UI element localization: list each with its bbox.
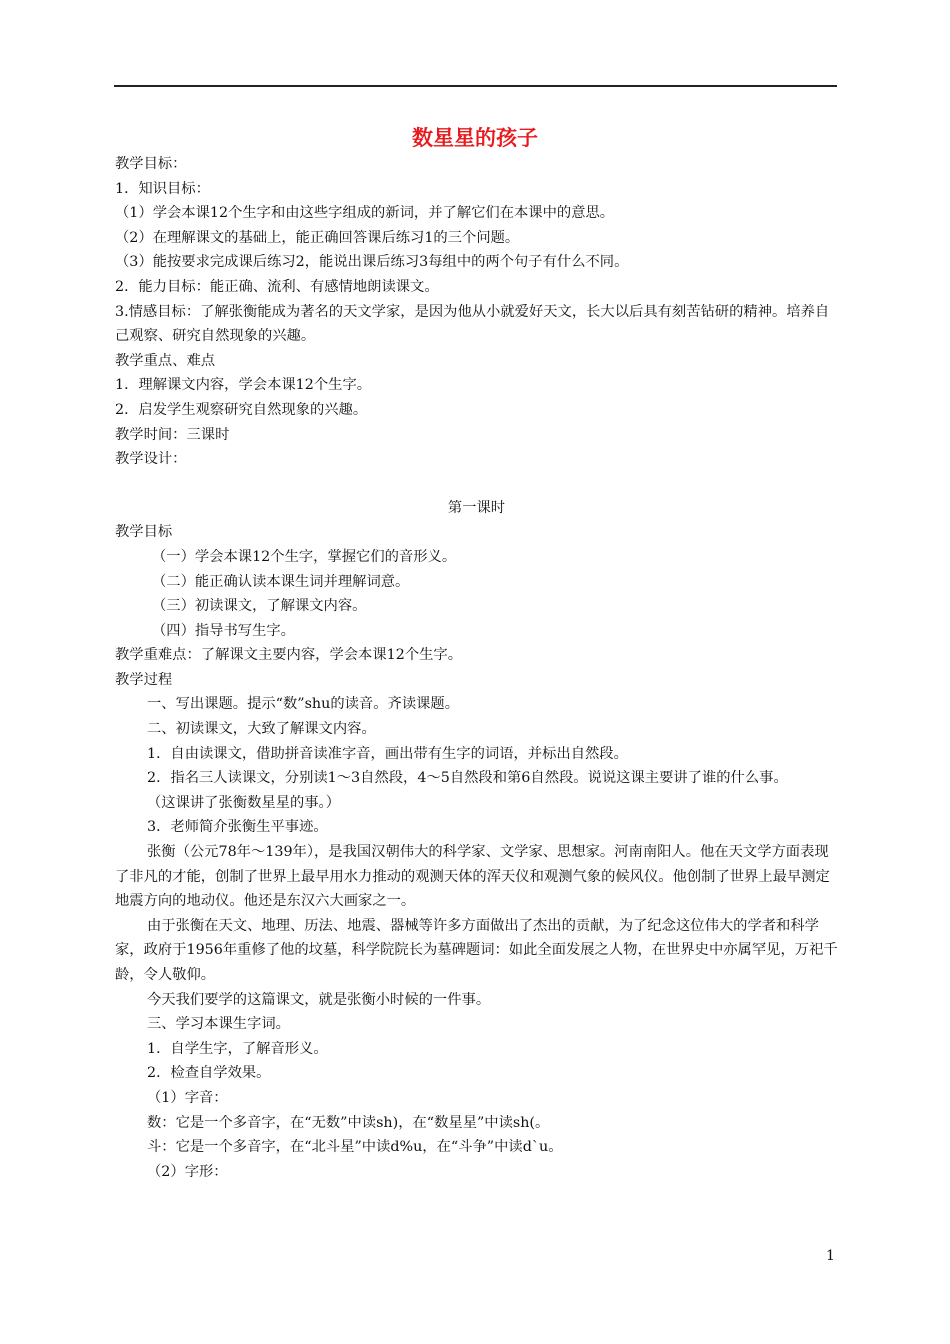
text-line: （1）学会本课12个生字和由这些字组成的新词，并了解它们在本课中的意思。 — [115, 205, 615, 222]
text-line: 由于张衡在天文、地理、历法、地震、器械等许多方面做出了杰出的贡献，为了纪念这位伟大的学者和科学家，政府于1956年重修了他的坟墓，科学院院长为墓碑题词：如此全面发展之人物，在世界史中亦属罕见，万祀千龄，令人敬仰。 — [115, 917, 838, 983]
text-line: 张衡（公元78年～139年），是我国汉朝伟大的科学家、文学家、思想家。河南南阳人。他在天文学方面表现了非凡的才能，创制了世界上最早用水力推动的观测天体的浑天仪和观测气象的候风仪。他创制了世界上最早测定地震方向的地动仪。他还是东汉六大画家之一。 — [115, 844, 830, 910]
text-line: 2．检查自学效果。 — [147, 1065, 271, 1082]
text-line: 2．指名三人读课文，分别读1～3自然段，4～5自然段和第6自然段。说说这课主要讲了谁的什么事。 — [147, 770, 788, 787]
text-line: （二）能正确认读本课生词并理解词意。 — [152, 573, 410, 590]
text-line: 教学过程 — [115, 671, 173, 688]
text-line: 1．理解课文内容，学会本课12个生字。 — [115, 377, 372, 394]
text-line: 3.情感目标：了解张衡能成为著名的天文学家，是因为他从小就爱好天文，长大以后具有刻苦钻研的精神。培养自己观察、研究自然现象的兴趣。 — [115, 303, 830, 345]
text-line: 第一课时 — [447, 499, 506, 516]
text-line: 二、初读课文，大致了解课文内容。 — [147, 721, 376, 738]
text-line: （这课讲了张衡数星星的事。） — [147, 794, 341, 811]
text-line: 1．知识目标： — [115, 180, 210, 197]
page-number: 1 — [826, 1248, 835, 1264]
text-line: （三）初读课文，了解课文内容。 — [152, 598, 367, 615]
text-line: 2．能力目标：能正确、流利、有感情地朗读课文。 — [115, 278, 439, 295]
text-line: （3）能按要求完成课后练习2，能说出课后练习3每组中的两个句子有什么不同。 — [115, 254, 629, 271]
text-line: 斗：它是一个多音字，在“北斗星”中读d%u，在“斗争”中读dˋu。 — [147, 1139, 563, 1156]
text-line: 教学目标 — [115, 524, 173, 541]
text-line: 3．老师简介张衡生平事迹。 — [147, 819, 328, 836]
blank-line — [115, 472, 838, 496]
text-line: 一、写出课题。提示“数”shu的读音。齐读课题。 — [147, 696, 460, 713]
text-line: 今天我们要学的这篇课文，就是张衡小时候的一件事。 — [147, 991, 491, 1008]
text-line: 教学重点、难点 — [115, 352, 216, 369]
text-line: （一）学会本课12个生字，掌握它们的音形义。 — [152, 548, 457, 565]
text-line: 数：它是一个多音字，在“无数”中读sh)，在“数星星”中读sh(。 — [147, 1114, 550, 1131]
document-title: 数星星的孩子 — [412, 126, 538, 150]
header-rule — [114, 85, 837, 87]
text-line: （1）字音： — [147, 1089, 228, 1106]
text-line: （2）在理解课文的基础上，能正确回答课后练习1的三个问题。 — [115, 229, 520, 246]
document-body — [115, 152, 838, 1184]
text-line: （2）字形： — [147, 1163, 228, 1180]
text-line: 教学设计： — [115, 451, 187, 468]
text-line: 教学重难点：了解课文主要内容，学会本课12个生字。 — [115, 647, 463, 664]
text-line: （四）指导书写生字。 — [152, 622, 295, 639]
text-line: 2．启发学生观察研究自然现象的兴趣。 — [115, 401, 368, 418]
text-line: 教学时间：三课时 — [115, 426, 230, 443]
text-line: 1．自由读课文，借助拼音读准字音，画出带有生字的词语，并标出自然段。 — [147, 745, 628, 762]
text-line: 三、学习本课生字词。 — [147, 1016, 290, 1033]
text-line: 教学目标： — [115, 156, 187, 172]
text-line: 1．自学生字，了解音形义。 — [147, 1040, 328, 1057]
